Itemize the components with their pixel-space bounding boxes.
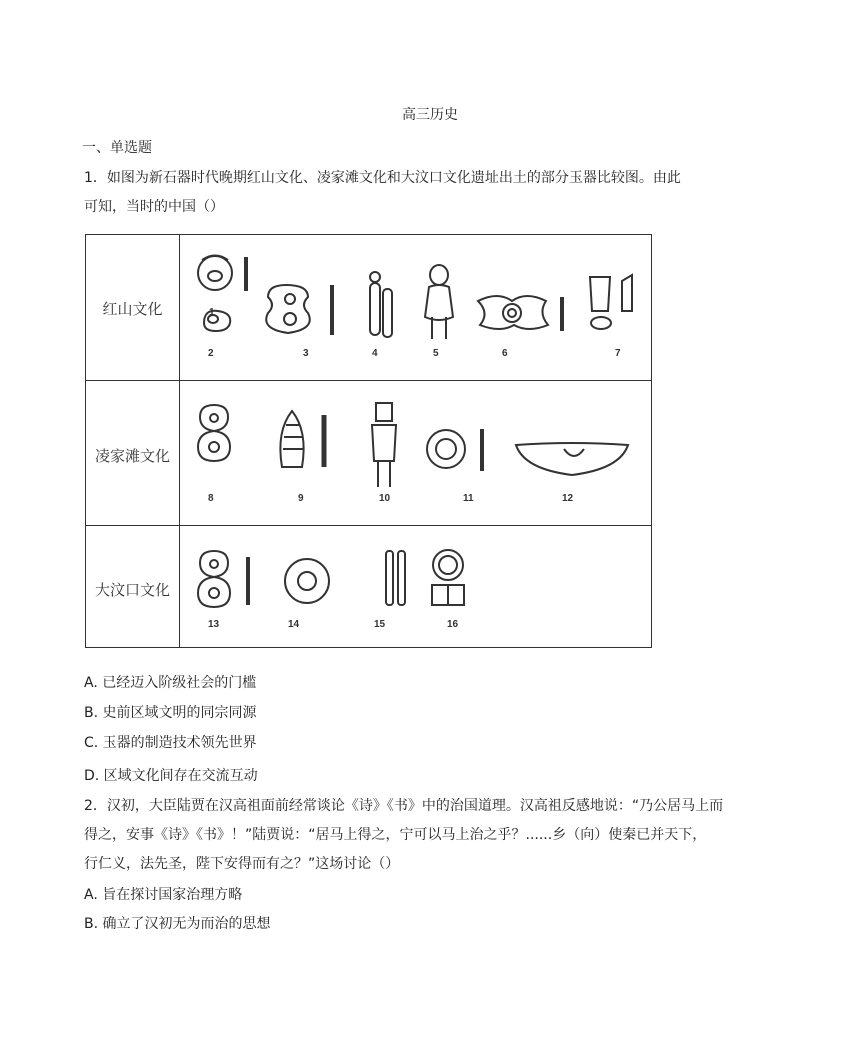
row-label-lingjiatan: 凌家滩文化 xyxy=(94,448,170,465)
q1-stem-line1: 1．如图为新石器时代晚期红山文化、凌家滩文化和大汶口文化遗址出土的部分玉器比较图。由此 xyxy=(84,170,681,186)
item-number: 8 xyxy=(208,493,214,504)
jade-item-3-icon xyxy=(266,285,332,335)
row-label-hongshan: 红山文化 xyxy=(102,301,163,318)
jade-item-6-icon xyxy=(478,296,562,331)
jade-item-5-icon xyxy=(425,265,453,339)
item-number: 3 xyxy=(303,348,309,359)
jade-item-7-icon xyxy=(590,275,632,329)
jade-item-4-icon xyxy=(370,272,392,337)
q2-option-a: A. 旨在探讨国家治理方略 xyxy=(84,887,243,903)
q1-option-b: B. 史前区域文明的同宗同源 xyxy=(84,705,257,721)
item-number: 9 xyxy=(298,493,304,504)
item-number: 13 xyxy=(208,619,220,630)
jade-item-9-icon xyxy=(280,411,324,467)
q2-stem-line2: 得之，安事《诗》《书》！”陆贾说：“居马上得之，宁可以马上治之乎？......乡（向）使秦已并天下， xyxy=(84,827,707,843)
jade-artifacts-illustration xyxy=(86,235,653,649)
jade-item-15-icon xyxy=(386,551,405,605)
section-heading: 一、单选题 xyxy=(82,140,152,156)
q1-option-c: C. 玉器的制造技术领先世界 xyxy=(84,735,257,751)
q1-option-d: D. 区域文化间存在交流互动 xyxy=(84,768,258,784)
jade-item-1-icon xyxy=(198,256,246,292)
item-number: 4 xyxy=(372,348,378,359)
page-title: 高三历史 xyxy=(402,107,458,123)
jade-item-2-icon xyxy=(204,311,230,331)
q2-option-b: B. 确立了汉初无为而治的思想 xyxy=(84,916,271,932)
jade-item-10-icon xyxy=(372,403,396,487)
item-number: 1 xyxy=(209,307,215,318)
item-number: 6 xyxy=(502,348,508,359)
jade-item-16-icon xyxy=(432,550,464,605)
item-number: 10 xyxy=(379,493,391,504)
q1-option-a: A. 已经迈入阶级社会的门槛 xyxy=(84,675,257,691)
item-number: 11 xyxy=(463,493,474,504)
q2-stem-line1: 2．汉初，大臣陆贾在汉高祖面前经常谈论《诗》《书》中的治国道理。汉高祖反感地说：“乃公居马上而 xyxy=(84,798,724,814)
jade-item-8-icon xyxy=(198,405,230,461)
row-label-dawenkou: 大汶口文化 xyxy=(94,582,170,599)
item-number: 14 xyxy=(288,619,300,630)
jade-comparison-figure xyxy=(85,234,652,648)
jade-item-11-icon xyxy=(427,429,482,471)
jade-item-14-icon xyxy=(285,559,329,603)
item-number: 15 xyxy=(374,619,386,630)
jade-item-13-icon xyxy=(198,551,248,607)
q2-stem-line3: 行仁义，法先圣，陛下安得而有之？”这场讨论（） xyxy=(84,856,400,872)
item-number: 5 xyxy=(433,348,439,359)
item-number: 2 xyxy=(208,348,214,359)
item-number: 16 xyxy=(447,619,459,630)
item-number: 12 xyxy=(562,493,574,504)
item-number: 7 xyxy=(615,348,621,359)
jade-item-12-icon xyxy=(516,443,628,475)
q1-stem-line2: 可知，当时的中国（） xyxy=(84,199,224,215)
